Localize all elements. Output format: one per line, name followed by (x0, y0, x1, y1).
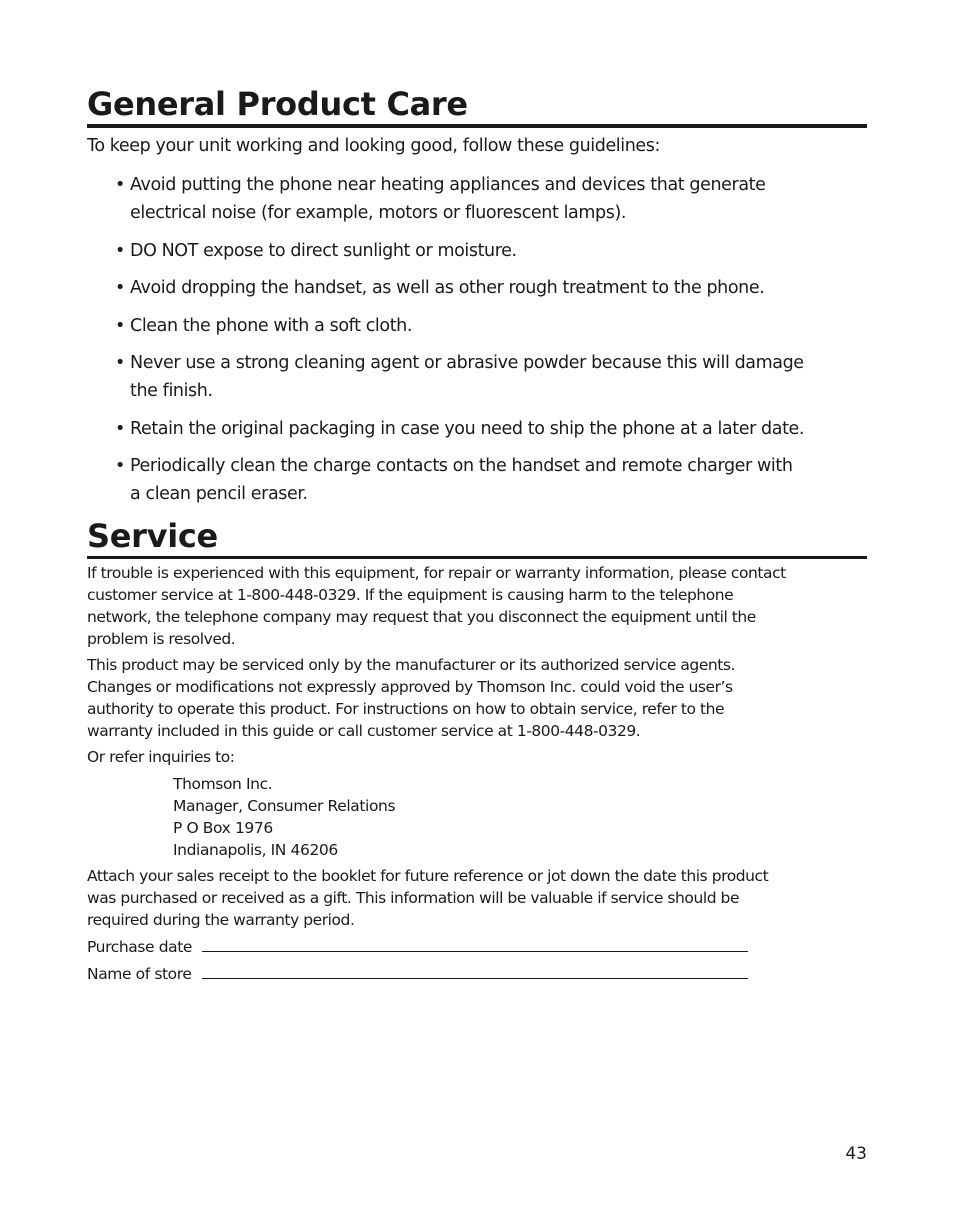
bullet-icon: • (115, 315, 125, 336)
care-intro: To keep your unit working and looking good, follow these guidelines: (87, 136, 661, 156)
paragraph-line: required during the warranty period. (87, 911, 355, 929)
list-item-text: the finish. (130, 381, 213, 401)
general-product-care-heading: General Product Care (87, 86, 867, 128)
list-item (87, 349, 867, 405)
bullet-icon: • (115, 175, 125, 195)
store-name-field (87, 962, 748, 985)
list-item (87, 171, 867, 227)
list-item-text: a clean pencil eraser. (130, 484, 308, 504)
purchase-date-label: Purchase date (87, 938, 193, 956)
service-paragraph-repair (87, 562, 869, 650)
address-department: Manager, Consumer Relations (173, 797, 396, 815)
list-item (87, 312, 867, 340)
bullet-icon: • (115, 418, 125, 439)
paragraph-line: problem is resolved. (87, 630, 236, 648)
page-number: 43 (845, 1144, 867, 1164)
bullet-icon: • (115, 278, 125, 298)
bullet-icon: • (115, 456, 125, 476)
list-item-text: Avoid dropping the handset, as well as other rough treatment to the phone. (130, 278, 765, 298)
list-item (87, 415, 867, 443)
address-po-box: P O Box 1976 (173, 819, 273, 837)
address-company: Thomson Inc. (173, 775, 273, 793)
paragraph-line: Attach your sales receipt to the booklet for future reference or jot down the date this product (87, 867, 769, 885)
paragraph-line: authority to operate this product. For instructions on how to obtain service, refer to the (87, 700, 725, 718)
paragraph-line: network, the telephone company may request that you disconnect the equipment until the (87, 608, 756, 626)
paragraph-line: This product may be serviced only by the manufacturer or its authorized service agents. (87, 656, 736, 674)
care-guidelines-list (87, 171, 867, 518)
address-city: Indianapolis, IN 46206 (173, 841, 338, 859)
list-item-text: DO NOT expose to direct sunlight or moisture. (130, 240, 517, 261)
list-item-text: Clean the phone with a soft cloth. (130, 315, 413, 336)
paragraph-line: If trouble is experienced with this equipment, for repair or warranty information, please contact (87, 564, 786, 582)
store-name-label: Name of store (87, 965, 192, 983)
service-address (173, 773, 395, 861)
bullet-icon: • (115, 240, 125, 261)
store-name-blank-line (202, 962, 748, 979)
list-item-text: Never use a strong cleaning agent or abrasive powder because this will damage (130, 353, 804, 373)
paragraph-line: Changes or modifications not expressly approved by Thomson Inc. could void the user’s (87, 678, 733, 696)
purchase-date-blank-line (202, 935, 748, 952)
list-item-text: Retain the original packaging in case you need to ship the phone at a later date. (130, 418, 805, 439)
paragraph-line: customer service at 1-800-448-0329. If the equipment is causing harm to the telephone (87, 586, 734, 604)
list-item (87, 274, 867, 302)
list-item-text: Periodically clean the charge contacts on the handset and remote charger with (130, 456, 793, 476)
service-paragraph-receipt (87, 865, 869, 931)
list-item-text: Avoid putting the phone near heating appliances and devices that generate (130, 175, 766, 195)
list-item (87, 237, 867, 265)
bullet-icon: • (115, 353, 125, 373)
refer-inquiries-text: Or refer inquiries to: (87, 748, 235, 766)
service-paragraph-authorized (87, 654, 869, 742)
paragraph-line: was purchased or received as a gift. This information will be valuable if service should be (87, 889, 740, 907)
list-item-text: electrical noise (for example, motors or fluorescent lamps). (130, 203, 627, 223)
list-item (87, 452, 867, 508)
purchase-date-field (87, 935, 748, 958)
paragraph-line: warranty included in this guide or call customer service at 1-800-448-0329. (87, 722, 641, 740)
manual-page (87, 0, 867, 1215)
service-heading: Service (87, 518, 867, 559)
